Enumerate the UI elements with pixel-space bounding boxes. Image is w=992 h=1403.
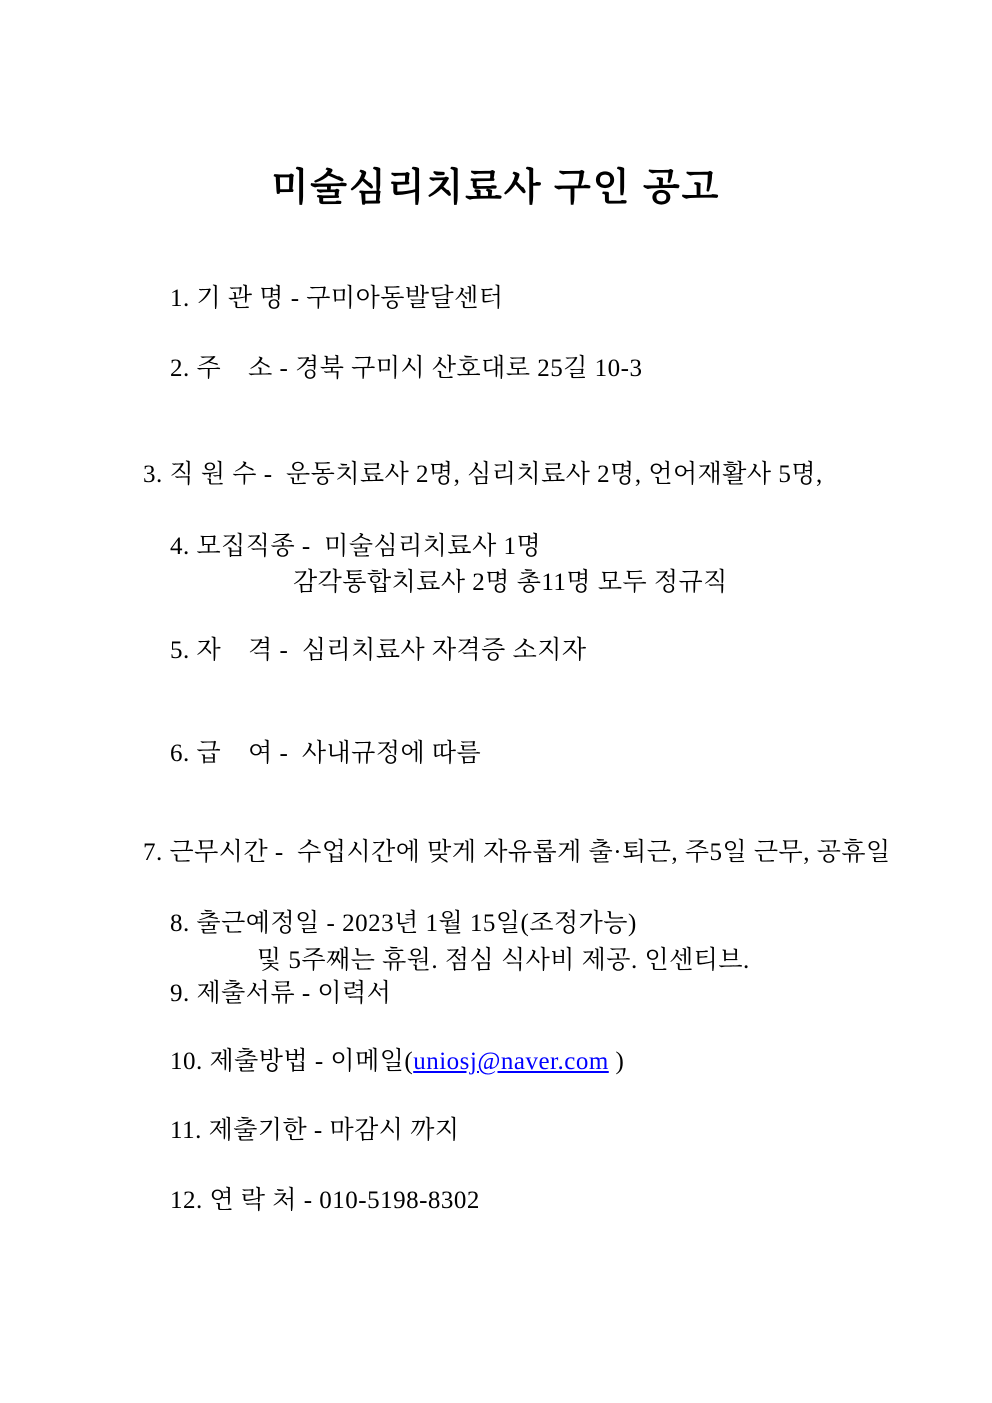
item-address-text: 2. 주 소 - 경북 구미시 산호대로 25길 10-3	[170, 355, 643, 382]
item-institution-name-text: 1. 기 관 명 - 구미아동발달센터	[170, 285, 504, 312]
item-staff-count-line1: 3. 직 원 수 - 운동치료사 2명, 심리치료사 2명, 언어재활사 5명,	[143, 461, 823, 488]
item-qualification	[143, 597, 973, 705]
item-qualification-text: 5. 자 격 - 심리치료사 자격증 소지자	[170, 637, 587, 664]
item-submission-method-prefix: 10. 제출방법 - 이메일(	[170, 1048, 414, 1075]
item-recruiting-position-text: 4. 모집직종 - 미술심리치료사 1명	[170, 533, 542, 560]
item-start-date-text: 8. 출근예정일 - 2023년 1월 15일(조정가능)	[170, 910, 637, 937]
item-required-documents-text: 9. 제출서류 - 이력서	[170, 980, 392, 1007]
item-contact	[143, 1147, 973, 1255]
item-working-hours-line1: 7. 근무시간 - 수업시간에 맞게 자유롭게 출·퇴근, 주5일 근무, 공휴일	[143, 839, 891, 866]
item-deadline-text: 11. 제출기한 - 마감시 까지	[170, 1117, 460, 1144]
item-staff-count-line2: 감각통합치료사 2명 총11명 모두 정규직	[293, 569, 728, 596]
item-working-hours-line2: 및 5주째는 휴원. 점심 식사비 제공. 인센티브.	[257, 947, 750, 974]
item-recruiting-position	[143, 493, 973, 601]
email-link[interactable]: uniosj@naver.com	[413, 1048, 609, 1075]
item-submission-method-suffix: )	[608, 1048, 625, 1075]
item-salary-text: 6. 급 여 - 사내규정에 따름	[170, 740, 482, 767]
document-title: 미술심리치료사 구인 공고	[271, 167, 721, 209]
item-contact-text: 12. 연 락 처 - 010-5198-8302	[170, 1187, 480, 1214]
